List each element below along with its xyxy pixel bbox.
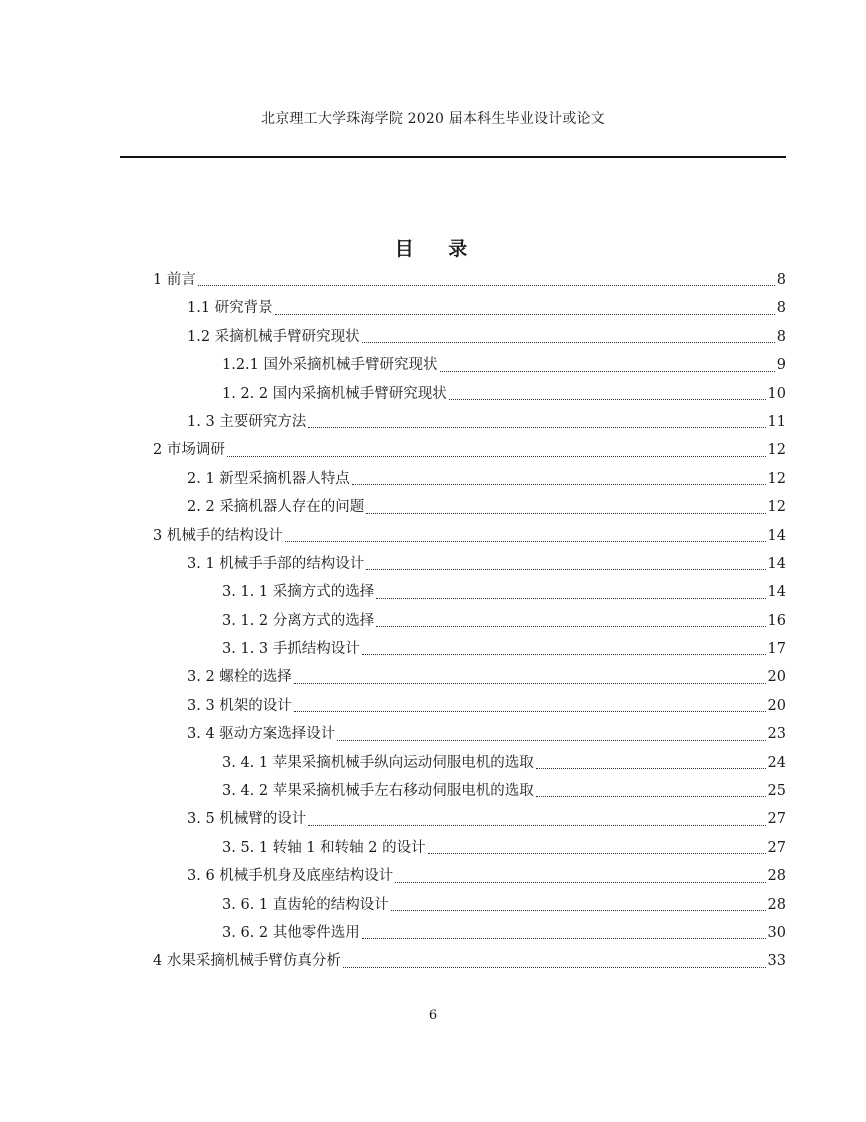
toc-entry-label: 3. 1. 2 分离方式的选择 (222, 612, 375, 629)
toc-entry-page: 30 (767, 924, 786, 941)
toc-entry[interactable] (153, 578, 786, 606)
toc-dot-leader (285, 540, 766, 542)
toc-dot-leader (428, 852, 766, 854)
toc-entry-page: 12 (767, 442, 786, 459)
toc-entry[interactable] (153, 720, 786, 748)
toc-entry-page: 14 (767, 584, 786, 601)
toc-entry-page: 33 (767, 953, 786, 970)
toc-entry-page: 23 (767, 726, 786, 743)
toc-dot-leader (536, 767, 766, 769)
toc-entry[interactable] (153, 351, 786, 379)
toc-entry-label: 3. 1. 1 采摘方式的选择 (222, 584, 375, 601)
toc-entry[interactable] (153, 805, 786, 833)
toc-dot-leader (362, 653, 766, 655)
toc-entry-label: 1. 3 主要研究方法 (187, 413, 307, 430)
toc-entry[interactable] (153, 891, 786, 919)
toc-entry-page: 28 (767, 868, 786, 885)
toc-entry[interactable] (153, 436, 786, 464)
toc-entry-label: 3. 2 螺栓的选择 (187, 669, 292, 686)
toc-dot-leader (343, 966, 766, 968)
toc-entry-page: 10 (767, 385, 786, 402)
toc-entry[interactable] (153, 294, 786, 322)
toc-dot-leader (536, 795, 766, 797)
toc-entry[interactable] (153, 777, 786, 805)
toc-entry-page: 17 (767, 641, 786, 658)
toc-entry-page: 25 (767, 783, 786, 800)
toc-entry-label: 3. 6. 2 其他零件选用 (222, 924, 360, 941)
toc-entry-page: 27 (767, 839, 786, 856)
toc-dot-leader (376, 597, 765, 599)
toc-entry[interactable] (153, 493, 786, 521)
toc-entry[interactable] (153, 749, 786, 777)
toc-dot-leader (395, 881, 765, 883)
toc-dot-leader (198, 284, 775, 286)
toc-entry-page: 8 (776, 272, 786, 288)
toc-dot-leader (376, 625, 765, 627)
toc-title: 目 录 (394, 238, 482, 260)
toc-entry[interactable] (153, 834, 786, 862)
toc-entry-page: 11 (767, 413, 786, 430)
toc-entry-page: 24 (767, 754, 786, 771)
toc-entry-page: 14 (767, 555, 786, 572)
toc-dot-leader (294, 682, 766, 684)
toc-entry-page: 16 (767, 612, 786, 629)
toc-entry-label: 1.2 采摘机械手臂研究现状 (187, 328, 360, 345)
toc-dot-leader (352, 483, 766, 485)
toc-entry[interactable] (153, 862, 786, 890)
toc-entry-label: 3. 4. 1 苹果采摘机械手纵向运动伺服电机的选取 (222, 754, 534, 771)
toc-entry-label: 3. 5. 1 转轴 1 和转轴 2 的设计 (222, 839, 426, 856)
toc-entry-label: 3. 5 机械臂的设计 (187, 811, 307, 828)
toc-entry-page: 28 (767, 896, 786, 913)
toc-dot-leader (366, 568, 765, 570)
toc-entry[interactable] (153, 692, 786, 720)
toc-entry-label: 1.2.1 国外采摘机械手臂研究现状 (222, 357, 438, 374)
toc-dot-leader (294, 710, 766, 712)
toc-entry-label: 3. 4. 2 苹果采摘机械手左右移动伺服电机的选取 (222, 783, 534, 800)
toc-entry-label: 3. 4 驱动方案选择设计 (187, 726, 336, 743)
toc-entry-label: 3. 6. 1 直齿轮的结构设计 (222, 896, 389, 913)
toc-entry-page: 12 (767, 499, 786, 516)
header-divider (120, 156, 786, 158)
toc-entry-label: 1 前言 (153, 272, 196, 288)
toc-dot-leader (337, 739, 765, 741)
toc-entry[interactable] (153, 607, 786, 635)
table-of-contents (153, 266, 786, 976)
toc-dot-leader (227, 455, 766, 457)
toc-entry-page: 14 (767, 527, 786, 544)
toc-entry-label: 3. 3 机架的设计 (187, 697, 292, 714)
toc-dot-leader (366, 512, 765, 514)
toc-dot-leader (308, 426, 765, 428)
toc-dot-leader (440, 370, 775, 372)
toc-entry-label: 1.1 研究背景 (187, 300, 273, 317)
toc-entry[interactable] (153, 323, 786, 351)
toc-entry[interactable] (153, 919, 786, 947)
toc-entry-page: 27 (767, 811, 786, 828)
toc-entry-label: 4 水果采摘机械手臂仿真分析 (153, 953, 341, 970)
toc-entry-label: 2 市场调研 (153, 442, 225, 459)
toc-entry-page: 20 (767, 697, 786, 714)
toc-entry-page: 9 (776, 357, 786, 374)
toc-entry[interactable] (153, 947, 786, 975)
page-header: 北京理工大学珠海学院 2020 届本科生毕业设计或论文 (261, 111, 605, 127)
toc-entry-page: 20 (767, 669, 786, 686)
toc-entry[interactable] (153, 380, 786, 408)
toc-entry-label: 3. 1 机械手手部的结构设计 (187, 555, 365, 572)
toc-dot-leader (362, 341, 775, 343)
page-number: 6 (428, 1008, 438, 1023)
toc-entry[interactable] (153, 465, 786, 493)
toc-dot-leader (308, 824, 765, 826)
toc-dot-leader (275, 313, 775, 315)
toc-entry[interactable] (153, 266, 786, 294)
toc-entry[interactable] (153, 550, 786, 578)
toc-entry[interactable] (153, 522, 786, 550)
toc-entry[interactable] (153, 663, 786, 691)
toc-entry[interactable] (153, 635, 786, 663)
toc-entry[interactable] (153, 408, 786, 436)
toc-dot-leader (391, 909, 766, 911)
toc-entry-label: 2. 1 新型采摘机器人特点 (187, 470, 350, 487)
toc-entry-page: 8 (776, 328, 786, 345)
toc-entry-label: 3. 1. 3 手抓结构设计 (222, 641, 360, 658)
toc-entry-label: 3. 6 机械手机身及底座结构设计 (187, 868, 394, 885)
toc-entry-page: 8 (776, 300, 786, 317)
toc-dot-leader (449, 398, 766, 400)
toc-entry-label: 2. 2 采摘机器人存在的问题 (187, 499, 365, 516)
toc-entry-page: 12 (767, 470, 786, 487)
toc-dot-leader (362, 937, 766, 939)
toc-entry-label: 1. 2. 2 国内采摘机械手臂研究现状 (222, 385, 447, 402)
toc-entry-label: 3 机械手的结构设计 (153, 527, 283, 544)
